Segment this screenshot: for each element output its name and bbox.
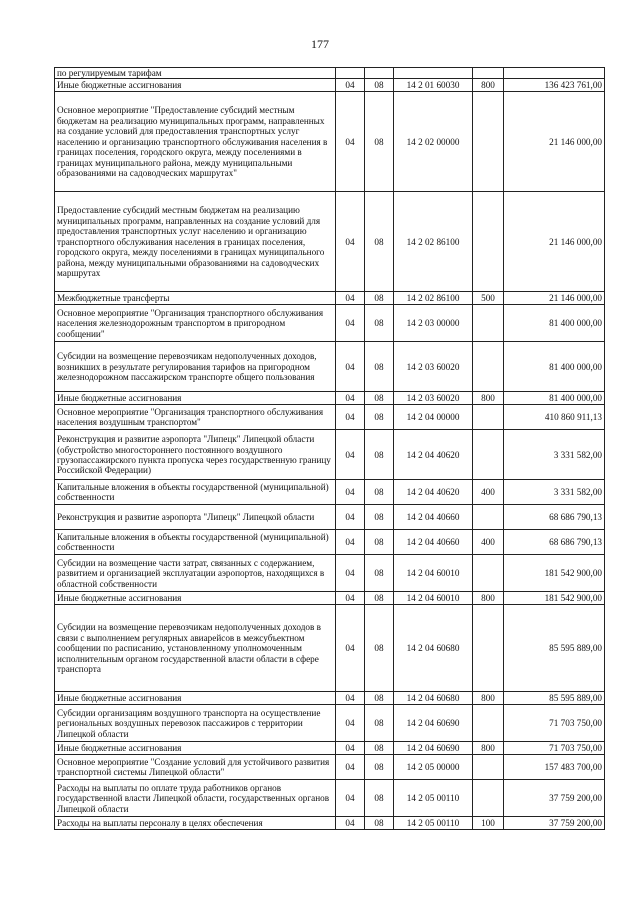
cell-target-article: 14 2 04 00000 bbox=[394, 405, 473, 430]
budget-table-body bbox=[55, 68, 605, 830]
cell-expense-type: 800 bbox=[473, 79, 504, 92]
cell-expense-type bbox=[473, 755, 504, 780]
cell-subsection: 08 bbox=[365, 480, 394, 505]
cell-amount: 85 595 889,00 bbox=[504, 692, 605, 705]
cell-section: 04 bbox=[336, 342, 365, 392]
cell-section: 04 bbox=[336, 742, 365, 755]
cell-section: 04 bbox=[336, 192, 365, 292]
cell-target-article: 14 2 03 00000 bbox=[394, 305, 473, 342]
cell-amount: 71 703 750,00 bbox=[504, 705, 605, 742]
cell-subsection: 08 bbox=[365, 79, 394, 92]
cell-amount: 3 331 582,00 bbox=[504, 480, 605, 505]
cell-section: 04 bbox=[336, 79, 365, 92]
table-row bbox=[55, 742, 605, 755]
cell-section: 04 bbox=[336, 692, 365, 705]
table-row bbox=[55, 780, 605, 817]
cell-amount: 37 759 200,00 bbox=[504, 817, 605, 830]
cell-subsection: 08 bbox=[365, 592, 394, 605]
table-row bbox=[55, 530, 605, 555]
table-row bbox=[55, 555, 605, 592]
cell-amount: 21 146 000,00 bbox=[504, 192, 605, 292]
cell-expense-type: 800 bbox=[473, 742, 504, 755]
cell-expense-name: Иные бюджетные ассигнования bbox=[55, 392, 336, 405]
table-row bbox=[55, 430, 605, 480]
cell-subsection bbox=[365, 68, 394, 79]
cell-subsection: 08 bbox=[365, 780, 394, 817]
cell-target-article: 14 2 04 40620 bbox=[394, 430, 473, 480]
budget-table bbox=[54, 67, 605, 830]
table-row bbox=[55, 305, 605, 342]
cell-expense-type: 400 bbox=[473, 480, 504, 505]
cell-section: 04 bbox=[336, 405, 365, 430]
cell-target-article: 14 2 04 60680 bbox=[394, 605, 473, 692]
cell-subsection: 08 bbox=[365, 605, 394, 692]
cell-section: 04 bbox=[336, 392, 365, 405]
cell-subsection: 08 bbox=[365, 530, 394, 555]
cell-expense-type: 800 bbox=[473, 592, 504, 605]
cell-expense-type bbox=[473, 68, 504, 79]
table-row bbox=[55, 392, 605, 405]
cell-target-article: 14 2 02 86100 bbox=[394, 292, 473, 305]
cell-target-article: 14 2 04 40660 bbox=[394, 530, 473, 555]
cell-subsection: 08 bbox=[365, 505, 394, 530]
page-number: 177 bbox=[311, 37, 329, 51]
cell-amount bbox=[504, 68, 605, 79]
cell-section: 04 bbox=[336, 292, 365, 305]
cell-section: 04 bbox=[336, 592, 365, 605]
cell-subsection: 08 bbox=[365, 705, 394, 742]
cell-amount: 81 400 000,00 bbox=[504, 305, 605, 342]
cell-section: 04 bbox=[336, 817, 365, 830]
cell-expense-name: Основное мероприятие "Создание условий для устойчивого развития транспортной системы Липецкой области" bbox=[55, 755, 336, 780]
cell-expense-type bbox=[473, 780, 504, 817]
cell-expense-type: 500 bbox=[473, 292, 504, 305]
cell-amount: 68 686 790,13 bbox=[504, 505, 605, 530]
cell-expense-name: Иные бюджетные ассигнования bbox=[55, 742, 336, 755]
cell-expense-type: 800 bbox=[473, 392, 504, 405]
cell-section: 04 bbox=[336, 480, 365, 505]
cell-target-article: 14 2 05 00000 bbox=[394, 755, 473, 780]
cell-section: 04 bbox=[336, 755, 365, 780]
cell-section: 04 bbox=[336, 92, 365, 192]
cell-target-article: 14 2 03 60020 bbox=[394, 342, 473, 392]
cell-section: 04 bbox=[336, 705, 365, 742]
cell-target-article: 14 2 05 00110 bbox=[394, 817, 473, 830]
cell-expense-type bbox=[473, 305, 504, 342]
cell-subsection: 08 bbox=[365, 292, 394, 305]
table-row bbox=[55, 192, 605, 292]
cell-target-article: 14 2 04 60010 bbox=[394, 592, 473, 605]
cell-expense-type bbox=[473, 92, 504, 192]
cell-amount: 81 400 000,00 bbox=[504, 342, 605, 392]
cell-expense-name: Предоставление субсидий местным бюджетам на реализацию муниципальных программ, направленных на создание условий для предоставления транспортных услуг населению и организацию транспортного обслуживания населения в границах поселения, городского округа, между поселениями в границах муниципального района, между муниципальными образованиями на садоводческих маршрутах bbox=[55, 192, 336, 292]
cell-expense-name: Субсидии на возмещение части затрат, связанных с содержанием, развитием и организацией эксплуатации аэропортов, находящихся в областной собственности bbox=[55, 555, 336, 592]
cell-amount: 181 542 900,00 bbox=[504, 592, 605, 605]
cell-subsection: 08 bbox=[365, 430, 394, 480]
cell-subsection: 08 bbox=[365, 755, 394, 780]
table-row bbox=[55, 292, 605, 305]
table-row bbox=[55, 405, 605, 430]
cell-target-article: 14 2 04 60680 bbox=[394, 692, 473, 705]
cell-section: 04 bbox=[336, 555, 365, 592]
cell-section: 04 bbox=[336, 305, 365, 342]
cell-expense-name: Субсидии организациям воздушного транспорта на осуществление региональных воздушных перевозок пассажиров с территории Липецкой области bbox=[55, 705, 336, 742]
cell-expense-type: 800 bbox=[473, 692, 504, 705]
cell-section: 04 bbox=[336, 605, 365, 692]
cell-amount: 410 860 911,13 bbox=[504, 405, 605, 430]
table-row bbox=[55, 79, 605, 92]
cell-subsection: 08 bbox=[365, 692, 394, 705]
cell-target-article bbox=[394, 68, 473, 79]
cell-subsection: 08 bbox=[365, 92, 394, 192]
cell-target-article: 14 2 01 60030 bbox=[394, 79, 473, 92]
cell-expense-type bbox=[473, 342, 504, 392]
table-row bbox=[55, 705, 605, 742]
cell-amount: 68 686 790,13 bbox=[504, 530, 605, 555]
cell-amount: 71 703 750,00 bbox=[504, 742, 605, 755]
table-row bbox=[55, 755, 605, 780]
cell-subsection: 08 bbox=[365, 392, 394, 405]
cell-expense-name: Капитальные вложения в объекты государственной (муниципальной) собственности bbox=[55, 530, 336, 555]
cell-section: 04 bbox=[336, 430, 365, 480]
cell-expense-type: 100 bbox=[473, 817, 504, 830]
cell-section: 04 bbox=[336, 780, 365, 817]
cell-expense-name: Межбюджетные трансферты bbox=[55, 292, 336, 305]
cell-expense-name: Основное мероприятие "Предоставление субсидий местным бюджетам на реализацию муниципальных программ, направленных на создание условий для предоставления транспортных услуг населению и организацию транспортного обслуживания населения в границах поселения, городского округа, между поселениями в границах муниципального района, между муниципальными образованиями на садоводческих маршрутах" bbox=[55, 92, 336, 192]
cell-amount: 21 146 000,00 bbox=[504, 92, 605, 192]
cell-expense-name: Реконструкция и развитие аэропорта "Липецк" Липецкой области bbox=[55, 505, 336, 530]
table-row bbox=[55, 92, 605, 192]
table-row bbox=[55, 480, 605, 505]
cell-target-article: 14 2 02 86100 bbox=[394, 192, 473, 292]
cell-amount: 3 331 582,00 bbox=[504, 430, 605, 480]
cell-expense-type bbox=[473, 505, 504, 530]
table-row bbox=[55, 592, 605, 605]
cell-section bbox=[336, 68, 365, 79]
cell-expense-type bbox=[473, 430, 504, 480]
cell-section: 04 bbox=[336, 505, 365, 530]
table-row bbox=[55, 605, 605, 692]
cell-amount: 21 146 000,00 bbox=[504, 292, 605, 305]
cell-target-article: 14 2 05 00110 bbox=[394, 780, 473, 817]
cell-expense-name: Реконструкция и развитие аэропорта "Липецк" Липецкой области (обустройство многостороннего постоянного воздушного грузопассажирского пункта пропуска через государственную границу Российской Федерации) bbox=[55, 430, 336, 480]
table-row bbox=[55, 505, 605, 530]
cell-amount: 37 759 200,00 bbox=[504, 780, 605, 817]
cell-expense-name: Основное мероприятие "Организация транспортного обслуживания населения железнодорожным транспортом в пригородном сообщении" bbox=[55, 305, 336, 342]
cell-section: 04 bbox=[336, 530, 365, 555]
cell-amount: 136 423 761,00 bbox=[504, 79, 605, 92]
cell-amount: 157 483 700,00 bbox=[504, 755, 605, 780]
table-row bbox=[55, 817, 605, 830]
cell-expense-name: Иные бюджетные ассигнования bbox=[55, 692, 336, 705]
cell-expense-name: Расходы на выплаты персоналу в целях обеспечения bbox=[55, 817, 336, 830]
cell-expense-name: Субсидии на возмещение перевозчикам недополученных доходов в связи с выполнением регулярных авиарейсов в межсубъектном сообщении по расписанию, установленному уполномоченным исполнительным органом государственной власти области в сфере транспорта bbox=[55, 605, 336, 692]
table-row bbox=[55, 342, 605, 392]
cell-expense-type bbox=[473, 705, 504, 742]
table-row bbox=[55, 692, 605, 705]
cell-target-article: 14 2 04 40620 bbox=[394, 480, 473, 505]
cell-subsection: 08 bbox=[365, 192, 394, 292]
cell-expense-name: по регулируемым тарифам bbox=[55, 68, 336, 79]
cell-expense-type bbox=[473, 555, 504, 592]
cell-expense-name: Иные бюджетные ассигнования bbox=[55, 79, 336, 92]
cell-subsection: 08 bbox=[365, 342, 394, 392]
cell-expense-name: Основное мероприятие "Организация транспортного обслуживания населения воздушным транспортом" bbox=[55, 405, 336, 430]
cell-target-article: 14 2 04 60690 bbox=[394, 705, 473, 742]
cell-expense-name: Расходы на выплаты по оплате труда работников органов государственной власти Липецкой области, государственных органов Липецкой области bbox=[55, 780, 336, 817]
table-row bbox=[55, 68, 605, 79]
cell-expense-type: 400 bbox=[473, 530, 504, 555]
cell-target-article: 14 2 03 60020 bbox=[394, 392, 473, 405]
cell-expense-name: Субсидии на возмещение перевозчикам недополученных доходов, возникших в результате регулирования тарифов на пригородном железнодорожном пассажирском транспорте общего пользования bbox=[55, 342, 336, 392]
cell-expense-type bbox=[473, 605, 504, 692]
cell-expense-name: Иные бюджетные ассигнования bbox=[55, 592, 336, 605]
cell-target-article: 14 2 04 60690 bbox=[394, 742, 473, 755]
cell-target-article: 14 2 04 60010 bbox=[394, 555, 473, 592]
cell-expense-name: Капитальные вложения в объекты государственной (муниципальной) собственности bbox=[55, 480, 336, 505]
cell-amount: 181 542 900,00 bbox=[504, 555, 605, 592]
cell-subsection: 08 bbox=[365, 555, 394, 592]
cell-subsection: 08 bbox=[365, 405, 394, 430]
cell-amount: 81 400 000,00 bbox=[504, 392, 605, 405]
cell-subsection: 08 bbox=[365, 817, 394, 830]
cell-amount: 85 595 889,00 bbox=[504, 605, 605, 692]
cell-subsection: 08 bbox=[365, 742, 394, 755]
cell-target-article: 14 2 02 00000 bbox=[394, 92, 473, 192]
cell-target-article: 14 2 04 40660 bbox=[394, 505, 473, 530]
cell-expense-type bbox=[473, 192, 504, 292]
cell-subsection: 08 bbox=[365, 305, 394, 342]
cell-expense-type bbox=[473, 405, 504, 430]
